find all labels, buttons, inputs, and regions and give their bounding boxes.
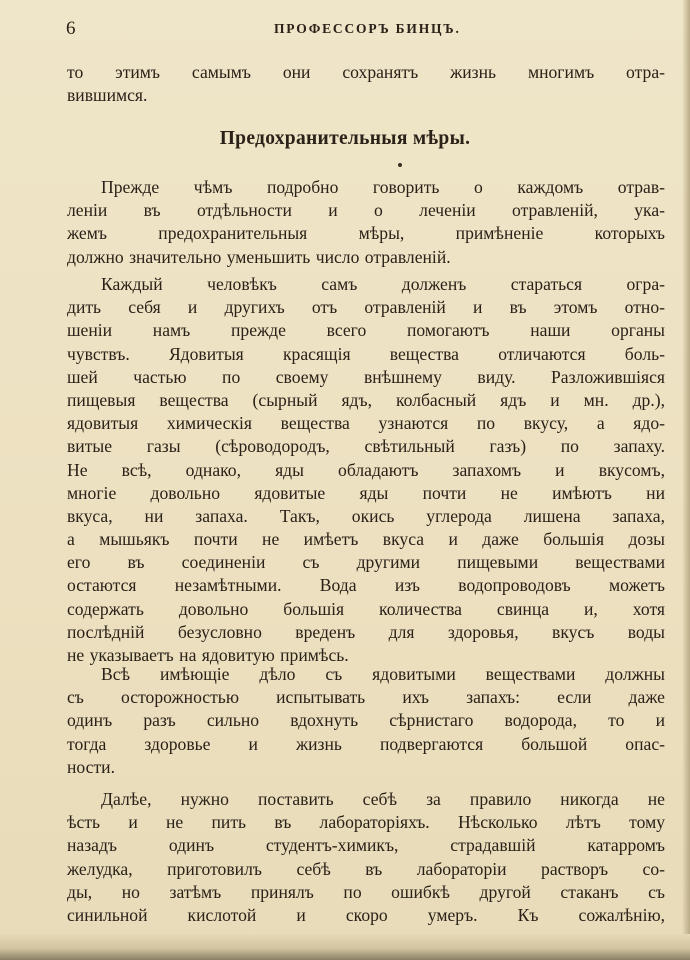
text-line: послѣдній безусловно вреденъ для здоровья, вкусъ воды xyxy=(67,621,665,642)
text-line: Не всѣ, однако, яды обладаютъ запахомъ и вкусомъ, xyxy=(67,459,665,480)
paragraph-4 xyxy=(67,788,665,927)
text-line: желудка, приготовилъ себѣ въ лабораторіи растворъ со- xyxy=(67,858,665,879)
text-line: съ осторожностью испытывать ихъ запахъ: если даже xyxy=(67,687,665,708)
text-line: чувствъ. Ядовитыя красящія вещества отличаются боль- xyxy=(67,343,665,364)
text-line: ды, но затѣмъ принялъ по ошибкѣ другой стаканъ съ xyxy=(67,881,665,902)
text-line: шеніи намъ прежде всего помогаютъ наши органы xyxy=(67,320,665,341)
paragraph-3 xyxy=(67,663,665,779)
text-line: Далѣе, нужно поставить себѣ за правило никогда не xyxy=(101,789,665,809)
ornament-dot xyxy=(398,163,402,167)
text-line: ности. xyxy=(67,756,115,777)
paragraph-2 xyxy=(67,273,665,667)
text-line: многіе довольно ядовитые яды почти не имѣютъ ни xyxy=(67,482,665,503)
text-line: то этимъ самымъ они сохранятъ жизнь многимъ отра- xyxy=(67,62,665,82)
text-line: вкуса, ни запаха. Такъ, окись углерода лишена запаха, xyxy=(67,505,665,526)
running-head xyxy=(66,18,650,42)
text-line: пищевыя вещества (сырный ядъ, колбасный ядъ и мн. др.), xyxy=(67,389,665,410)
text-line: шей частью по своему внѣшнему виду. Разложившіяся xyxy=(67,366,665,387)
text-line: леніи въ отдѣльности и о леченіи отравленій, ука- xyxy=(67,200,665,221)
text-line: ядовитыя химическія вещества узнаются по вкусу, а ядо- xyxy=(67,413,665,434)
text-line: не указываетъ на ядовитую примѣсь. xyxy=(67,645,349,665)
text-line: ѣсть и не пить въ лабораторіяхъ. Нѣсколько лѣтъ тому xyxy=(67,812,665,833)
text-line: его въ соединеніи съ другими пищевыми веществами xyxy=(67,552,665,573)
text-line: синильной кислотой и скоро умеръ. Къ сожалѣнію, xyxy=(67,904,665,925)
text-line: а мышьякъ почти не имѣетъ вкуса и даже большія дозы xyxy=(67,529,665,550)
text-line: Каждый человѣкъ самъ долженъ стараться огра- xyxy=(101,274,665,294)
text-line: одинъ разъ сильно вдохнуть сѣрнистаго водорода, то и xyxy=(67,710,665,731)
text-line: назадъ одинъ студентъ-химикъ, страдавшій катарромъ xyxy=(67,835,665,856)
paragraph-1 xyxy=(67,176,665,269)
section-title: Предохранительныя мѣры. xyxy=(219,128,471,149)
text-line: Всѣ имѣющіе дѣло съ ядовитыми веществами должны xyxy=(101,664,665,684)
page-bottom-edge xyxy=(0,934,690,960)
text-line: витые газы (сѣроводородъ, свѣтильный газъ) по запаху. xyxy=(67,436,665,457)
text-line: вившимся. xyxy=(67,85,148,106)
text-line: содержать довольно большія количества свинца и, хотя xyxy=(67,598,665,619)
text-line: должно значительно уменьшить число отравленій. xyxy=(67,246,451,267)
carryover-paragraph xyxy=(67,61,665,107)
text-line: остаются незамѣтными. Вода изъ водопроводовъ можетъ xyxy=(67,575,665,596)
text-line: жемъ предохранительныя мѣры, примѣненіе которыхъ xyxy=(67,223,665,244)
running-title: ПРОФЕССОРЪ БИНЦЪ. xyxy=(274,21,461,36)
page-number: 6 xyxy=(66,18,78,39)
text-line: дить себя и другихъ отъ отравленій и въ этомъ отно- xyxy=(67,297,665,318)
text-line: Прежде чѣмъ подробно говорить о каждомъ отрав- xyxy=(101,177,665,197)
text-line: тогда здоровье и жизнь подвергаются большой опас- xyxy=(67,733,665,754)
